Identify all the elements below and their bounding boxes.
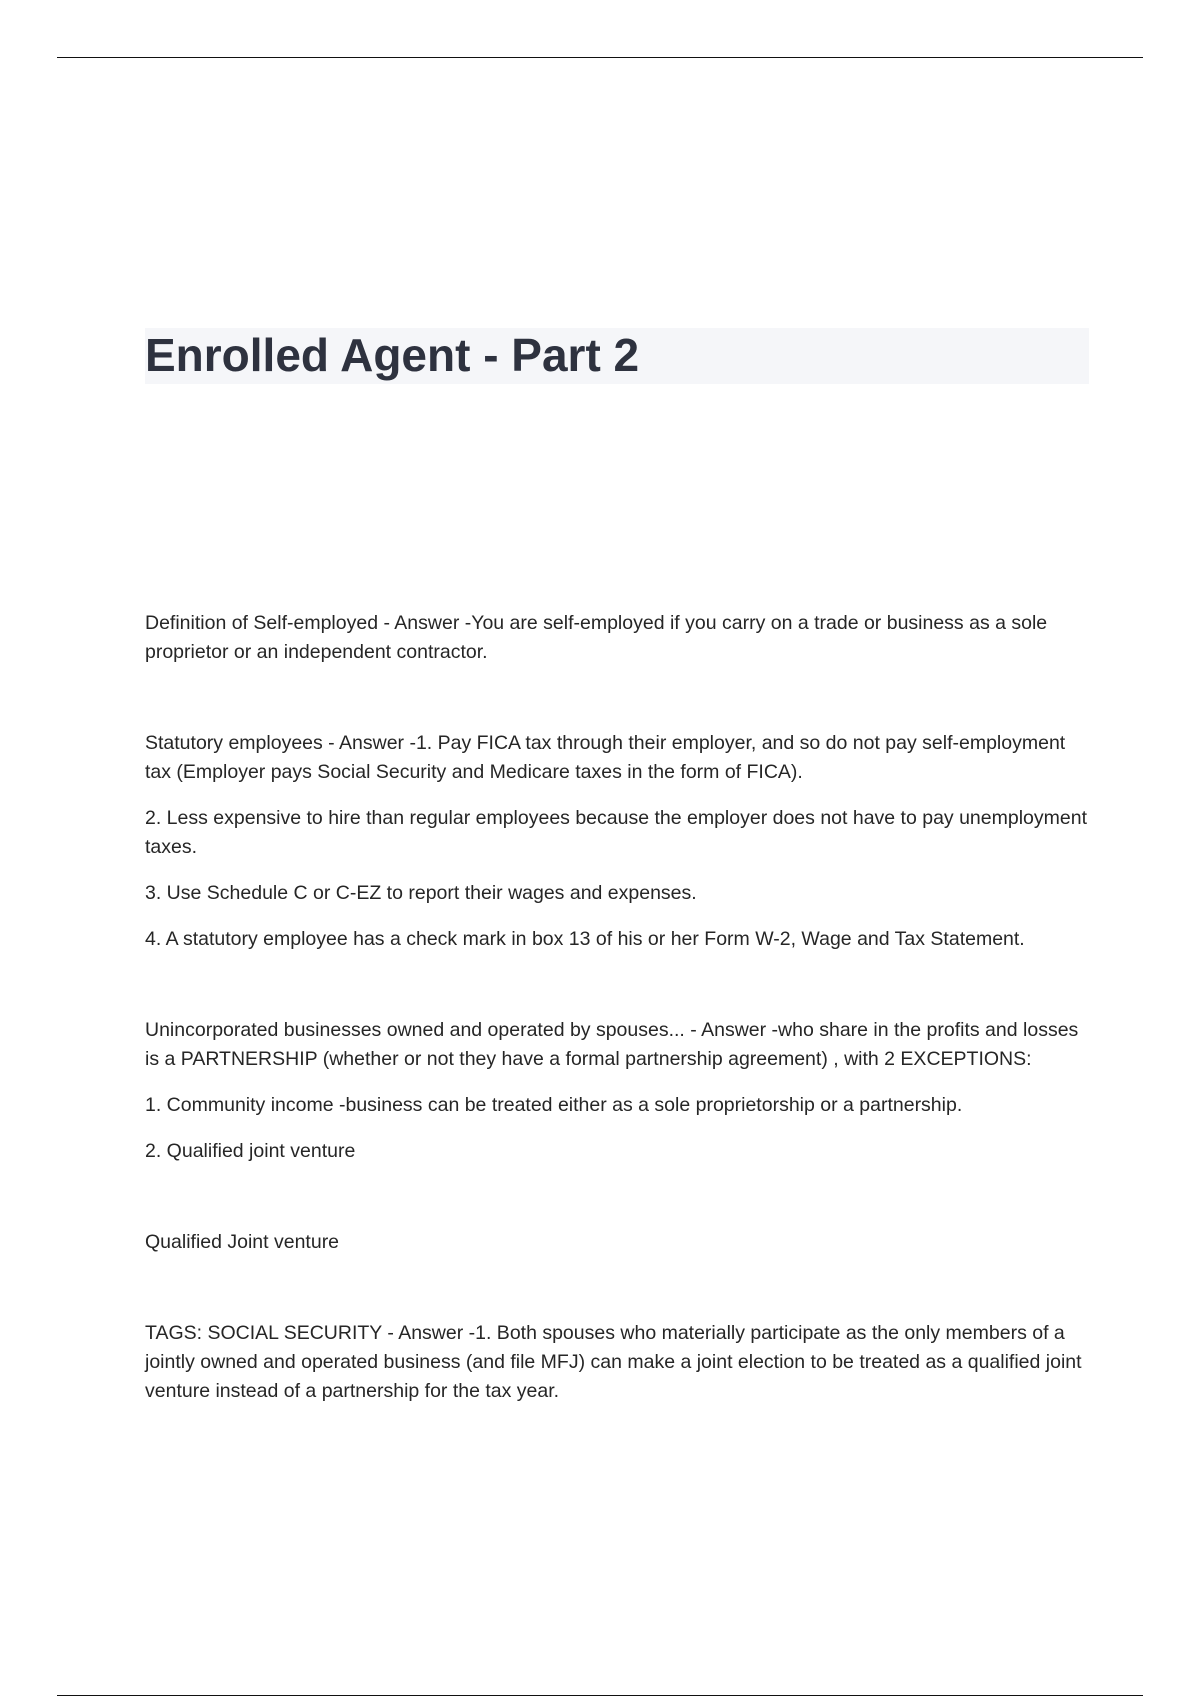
spouse-exception-1: 1. Community income -business can be treated either as a sole proprietorship or a partnership. [145,1094,963,1116]
header-rule [57,57,1143,58]
entry-self-employed: Definition of Self-employed - Answer -You are self-employed if you carry on a trade or business as a sole proprietor or an independent contractor. [145,612,1048,663]
statutory-point-4: 4. A statutory employee has a check mark in box 13 of his or her Form W-2, Wage and Tax Statement. [145,928,1025,950]
footer-rule [57,1695,1143,1696]
entry-statutory-employees: Statutory employees - Answer -1. Pay FICA tax through their employer, and so do not pay self-employment tax (Employer pays Social Security and Medicare taxes in the form of FICA). [145,732,1066,783]
statutory-point-3: 3. Use Schedule C or C-EZ to report their wages and expenses. [145,882,697,904]
entry-tags-social-security: TAGS: SOCIAL SECURITY - Answer -1. Both spouses who materially participate as the only members of a jointly owned and operated business (and file MFJ) can make a joint election to be treated as a qualified joint venture instead of a partnership for the tax year. [145,1322,1082,1402]
spouse-exception-2: 2. Qualified joint venture [145,1140,356,1162]
statutory-point-2: 2. Less expensive to hire than regular employees because the employer does not have to pay unemployment taxes. [145,807,1087,858]
document-body [145,609,1095,1406]
document-title: Enrolled Agent - Part 2 [145,329,640,381]
entry-qualified-joint-venture: Qualified Joint venture [145,1231,340,1253]
entry-spouse-businesses: Unincorporated businesses owned and operated by spouses... - Answer -who share in the profits and losses is a PARTNERSHIP (whether or not they have a formal partnership agreement) , with 2 EXCEPTIONS: [145,1019,1079,1070]
